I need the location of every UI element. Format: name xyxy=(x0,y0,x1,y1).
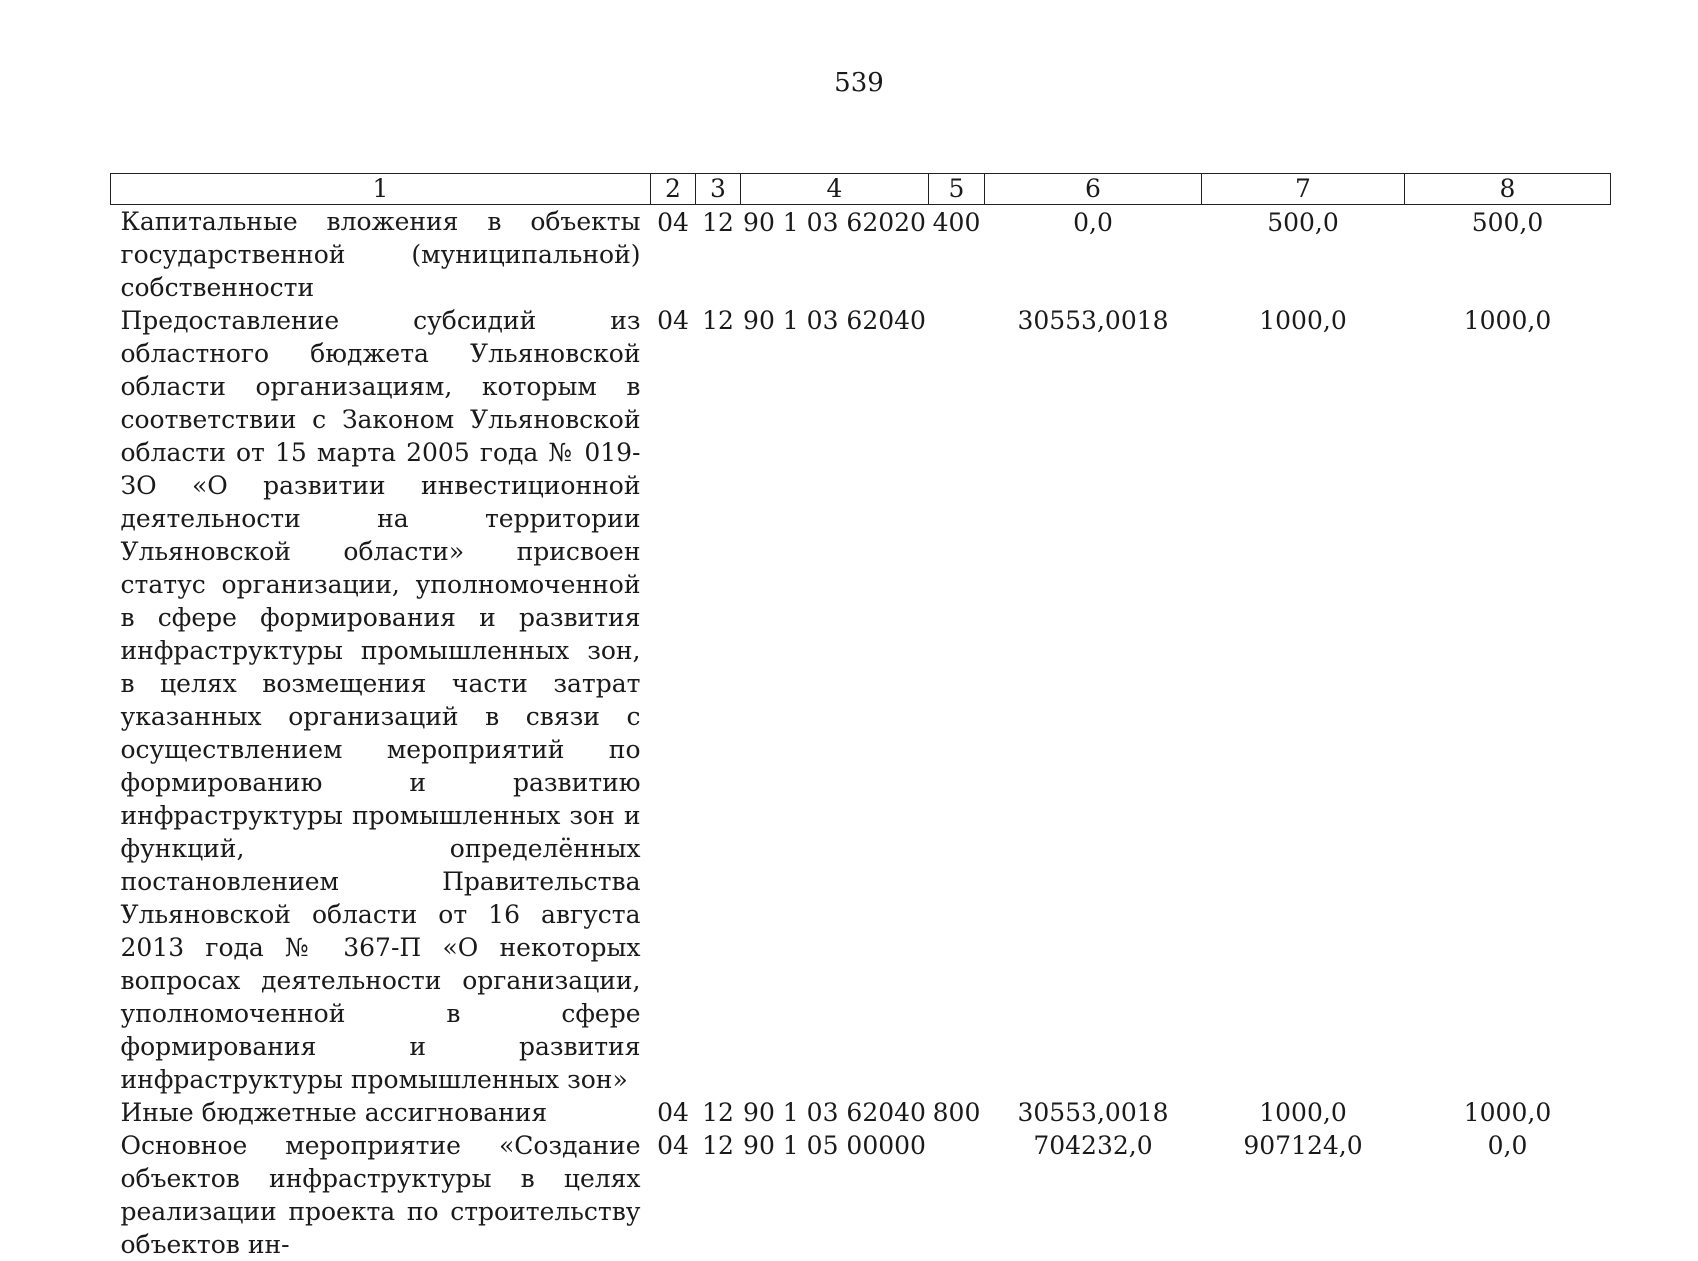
column-header: 7 xyxy=(1202,174,1405,205)
section-code: 04 xyxy=(657,208,689,237)
row-name: Предоставление субсидий из областного бюджета Ульяновской области организациям, которым в соответствии с Законом Ульяновской области от 15 марта 2005 года № 019-ЗО «О развитии инвестиционной деятельности на территории Ульяновской области» присвоен статус организации, уполномоченной в сфере формирования и развития инфраструктуры промышленных зон, в целях возмещения части затрат указанных организаций в связи с осуществлением мероприятий по формированию и развитию инфраструктуры промышленных зон и функций, определённых постановлением Правительства Ульяновской области от 16 августа 2013 года № 367-П «О некоторых вопросах деятельности организации, уполномоченной в сфере формирования и развития инфраструктуры промышленных зон» xyxy=(120,306,641,1094)
row-name: Основное мероприятие «Создание объектов инфраструктуры в целях реализации проекта по строительству объектов ин- xyxy=(120,1131,641,1259)
amount-col-7: 500,0 xyxy=(1267,208,1339,237)
column-header: 3 xyxy=(696,174,741,205)
section-code: 04 xyxy=(657,1098,689,1127)
amount-col-8: 500,0 xyxy=(1471,208,1544,237)
row-name: Иные бюджетные ассигнования xyxy=(120,1098,548,1127)
target-article-code: 90 1 03 62040 xyxy=(743,306,926,335)
amount-col-7: 907124,0 xyxy=(1243,1131,1363,1160)
page-number: 539 xyxy=(834,68,884,98)
column-header: 2 xyxy=(651,174,696,205)
column-header: 5 xyxy=(929,174,985,205)
column-header: 6 xyxy=(985,174,1202,205)
amount-col-8: 0,0 xyxy=(1487,1131,1528,1160)
amount-col-8: 1000,0 xyxy=(1463,1098,1552,1127)
subsection-code: 12 xyxy=(702,1098,734,1127)
amount-col-6: 30553,0018 xyxy=(1017,306,1169,335)
expense-type-code: 800 xyxy=(932,1098,981,1127)
column-header: 1 xyxy=(111,174,651,205)
section-code: 04 xyxy=(657,1131,689,1160)
amount-col-7: 1000,0 xyxy=(1259,1098,1347,1127)
subsection-code: 12 xyxy=(702,208,734,237)
expense-type-code: 400 xyxy=(932,208,981,237)
amount-col-6: 704232,0 xyxy=(1033,1131,1153,1160)
amount-col-7: 1000,0 xyxy=(1259,306,1347,335)
section-code: 04 xyxy=(657,306,689,335)
budget-table xyxy=(110,173,1611,1261)
table-row xyxy=(111,1096,1611,1129)
table-row xyxy=(111,205,1611,305)
target-article-code: 90 1 03 62040 xyxy=(743,1098,926,1127)
target-article-code: 90 1 05 00000 xyxy=(743,1131,926,1160)
expense-type-code xyxy=(929,1129,985,1261)
table-row xyxy=(111,1129,1611,1261)
amount-col-6: 30553,0018 xyxy=(1017,1098,1169,1127)
table-row xyxy=(111,304,1611,1096)
row-name: Капитальные вложения в объекты государственной (муниципальной) собственности xyxy=(120,207,641,302)
subsection-code: 12 xyxy=(702,1131,734,1160)
amount-col-6: 0,0 xyxy=(1073,208,1113,237)
subsection-code: 12 xyxy=(702,306,734,335)
target-article-code: 90 1 03 62020 xyxy=(743,208,926,237)
amount-col-8: 1000,0 xyxy=(1463,306,1552,335)
column-header: 8 xyxy=(1405,174,1611,205)
column-header: 4 xyxy=(741,174,929,205)
table-header-row xyxy=(111,174,1611,205)
expense-type-code xyxy=(929,304,985,1096)
